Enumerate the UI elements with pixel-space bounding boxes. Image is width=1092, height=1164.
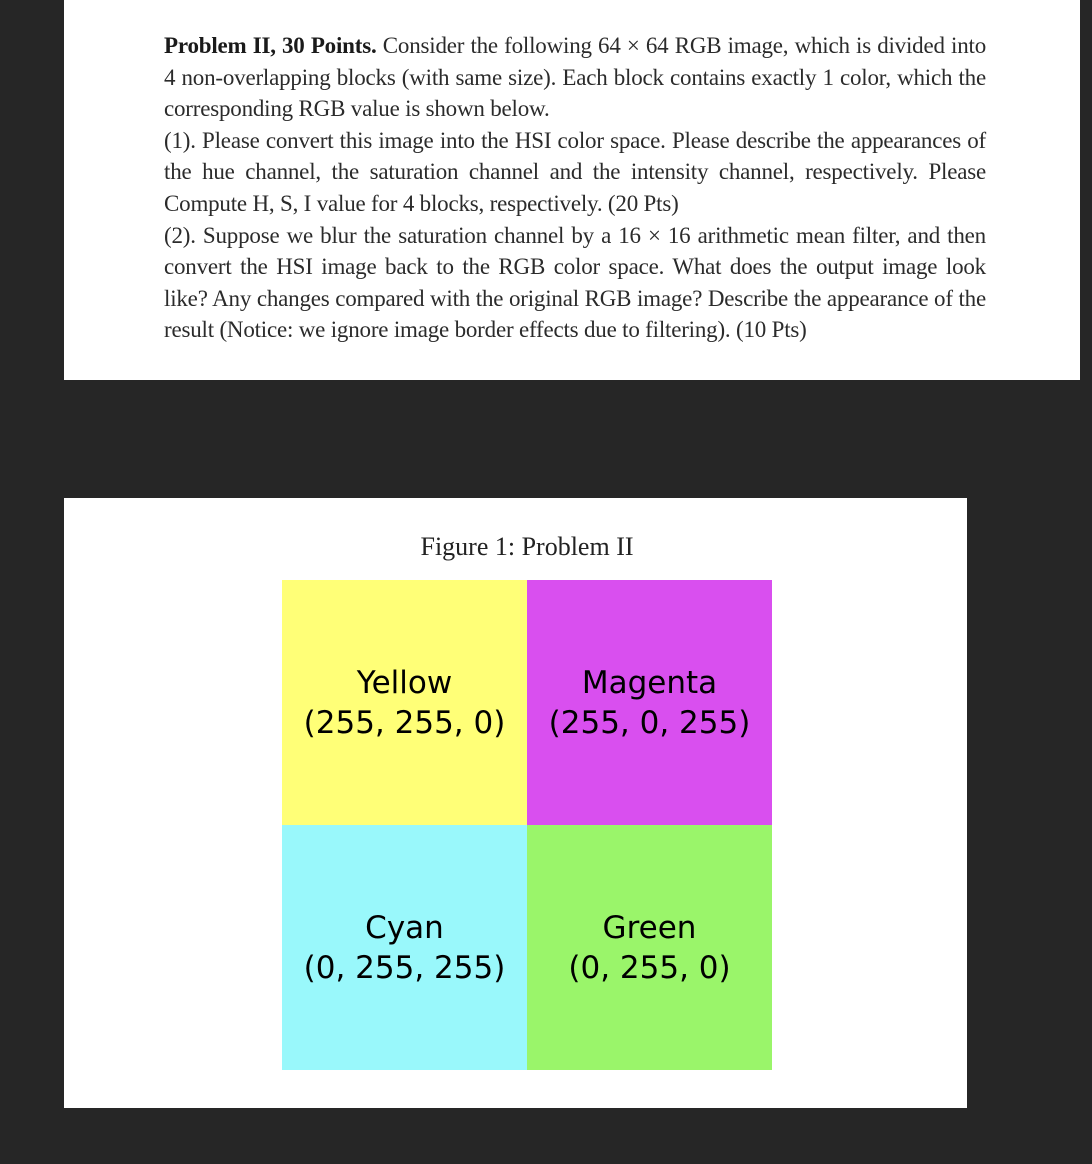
block-magenta-rgb: (255, 0, 255) xyxy=(548,704,751,741)
block-yellow-name: Yellow xyxy=(356,664,453,701)
problem-part-1: (1). Please convert this image into the HSI color space. Please describe the appearances of the hue channel, the saturation channel and the intensity channel, respectively. Please Compute H, S, I value for 4 blocks, respectively. (20 Pts) xyxy=(164,127,986,216)
problem-text xyxy=(164,30,986,346)
block-green-rgb: (0, 255, 0) xyxy=(568,949,731,986)
block-green-name: Green xyxy=(602,909,697,946)
block-green xyxy=(527,825,772,1070)
block-yellow-rgb: (255, 255, 0) xyxy=(303,704,506,741)
problem-heading: Problem II, 30 Points. xyxy=(164,33,377,58)
block-cyan-rgb: (0, 255, 255) xyxy=(303,949,506,986)
problem-panel xyxy=(64,0,1080,380)
problem-intro-paragraph xyxy=(164,30,986,125)
block-cyan-name: Cyan xyxy=(365,909,444,946)
block-yellow xyxy=(282,580,527,825)
block-cyan xyxy=(282,825,527,1070)
problem-intro: Consider the following 64 × 64 RGB image, which is divided into 4 non-overlapping blocks (with same size). Each block contains exactly 1 color, which the corresponding RGB value is shown below. xyxy=(164,33,986,122)
problem-part-2: (2). Suppose we blur the saturation channel by a 16 × 16 arithmetic mean filter, and then convert the HSI image back to the RGB color space. What does the output image look like? Any changes compared with the original RGB image? Describe the appearance of the result (Notice: we ignore image border effects due to filtering). (10 Pts) xyxy=(164,222,986,343)
figure-caption: Figure 1: Problem II xyxy=(420,532,634,561)
figure-panel xyxy=(64,498,967,1108)
block-magenta-name: Magenta xyxy=(581,664,718,701)
color-block-grid xyxy=(282,580,772,1070)
block-magenta xyxy=(527,580,772,825)
